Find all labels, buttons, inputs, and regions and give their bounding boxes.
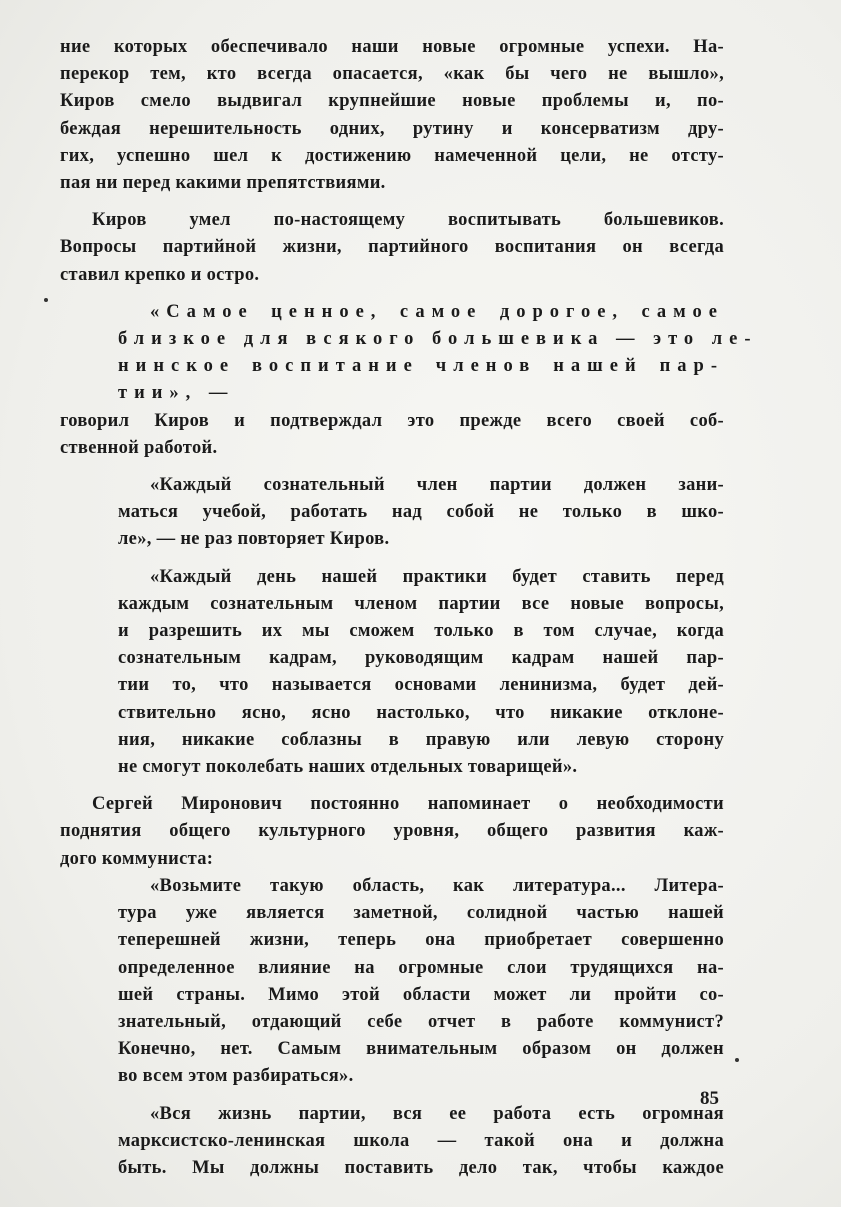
page-body <box>60 34 758 1182</box>
quote-line: марксистско-ленинская школа — такой она и должна <box>118 1130 724 1151</box>
quote-line: и разрешить их мы сможем только в том случае, когда <box>118 621 724 642</box>
text-line: Сергей Миронович постоянно напоминает о необходимости <box>92 794 724 815</box>
quote-line: быть. Мы должны поставить дело так, чтобы каждое <box>118 1157 724 1178</box>
text-line: Вопросы партийной жизни, партийного воспитания он всегда <box>60 237 724 258</box>
quote-line: близкое для всякого большевика — это ле- <box>118 329 758 350</box>
quote-line: ле», — не раз повторяет Киров. <box>118 529 390 550</box>
quote-line: теперешней жизни, теперь она приобретает совершенно <box>118 930 724 951</box>
quote-line: «Каждый сознательный член партии должен зани- <box>150 475 724 496</box>
text-line: пая ни перед какими препятствиями. <box>60 173 386 194</box>
quote-line: ствительно ясно, ясно настолько, что никакие отклоне- <box>118 702 724 723</box>
text-line: ственной работой. <box>60 437 218 458</box>
text-line: перекор тем, кто всегда опасается, «как бы чего не вышло», <box>60 64 724 85</box>
quote-line: тии», — <box>118 383 235 404</box>
quote-line: «Вся жизнь партии, вся ее работа есть огромная <box>150 1103 724 1124</box>
quote-line: шей страны. Мимо этой области может ли пройти со- <box>118 984 724 1005</box>
print-speck <box>44 298 48 302</box>
quote-line: сознательным кадрам, руководящим кадрам нашей пар- <box>118 648 724 669</box>
quote-line: каждым сознательным членом партии все новые вопросы, <box>118 593 724 614</box>
quote-line: тии то, что называется основами ленинизма, будет дей- <box>118 675 724 696</box>
quote-line: ния, никакие соблазны в правую или левую сторону <box>118 729 724 750</box>
quote-line: «Каждый день нашей практики будет ставить перед <box>150 566 724 587</box>
quote-line: маться учебой, работать над собой не только в шко- <box>118 502 724 523</box>
text-line: ние которых обеспечивало наши новые огромные успехи. На- <box>60 37 724 57</box>
text-line: гих, успешно шел к достижению намеченной цели, не отсту- <box>60 145 724 166</box>
page-number: 85 <box>700 1088 719 1109</box>
text-line: беждая нерешительность одних, рутину и консерватизм дру- <box>60 118 724 139</box>
quote-line: Конечно, нет. Самым внимательным образом он должен <box>118 1039 724 1060</box>
print-speck <box>735 1058 739 1062</box>
text-line: дого коммуниста: <box>60 848 214 869</box>
quote-line: во всем этом разбираться». <box>118 1066 354 1087</box>
text-line: Киров умел по-настоящему воспитывать большевиков. <box>92 210 724 231</box>
quote-line: не смогут поколебать наших отдельных товарищей». <box>118 757 578 778</box>
text-line: поднятия общего культурного уровня, общего развития каж- <box>60 821 724 842</box>
quote-line: «Самое ценное, самое дорогое, самое <box>150 301 724 322</box>
quote-line: «Возьмите такую область, как литература... Литера- <box>150 875 724 896</box>
text-line: ставил крепко и остро. <box>60 264 260 285</box>
text-line: Киров смело выдвигал крупнейшие новые проблемы и, по- <box>60 91 724 112</box>
text-line: говорил Киров и подтверждал это прежде всего своей соб- <box>60 410 724 431</box>
quote-line: знательный, отдающий себе отчет в работе коммунист? <box>118 1011 724 1032</box>
quote-line: определенное влияние на огромные слои трудящихся на- <box>118 957 724 978</box>
quote-line: нинское воспитание членов нашей пар- <box>118 356 724 377</box>
quote-line: тура уже является заметной, солидной частью нашей <box>118 903 724 924</box>
